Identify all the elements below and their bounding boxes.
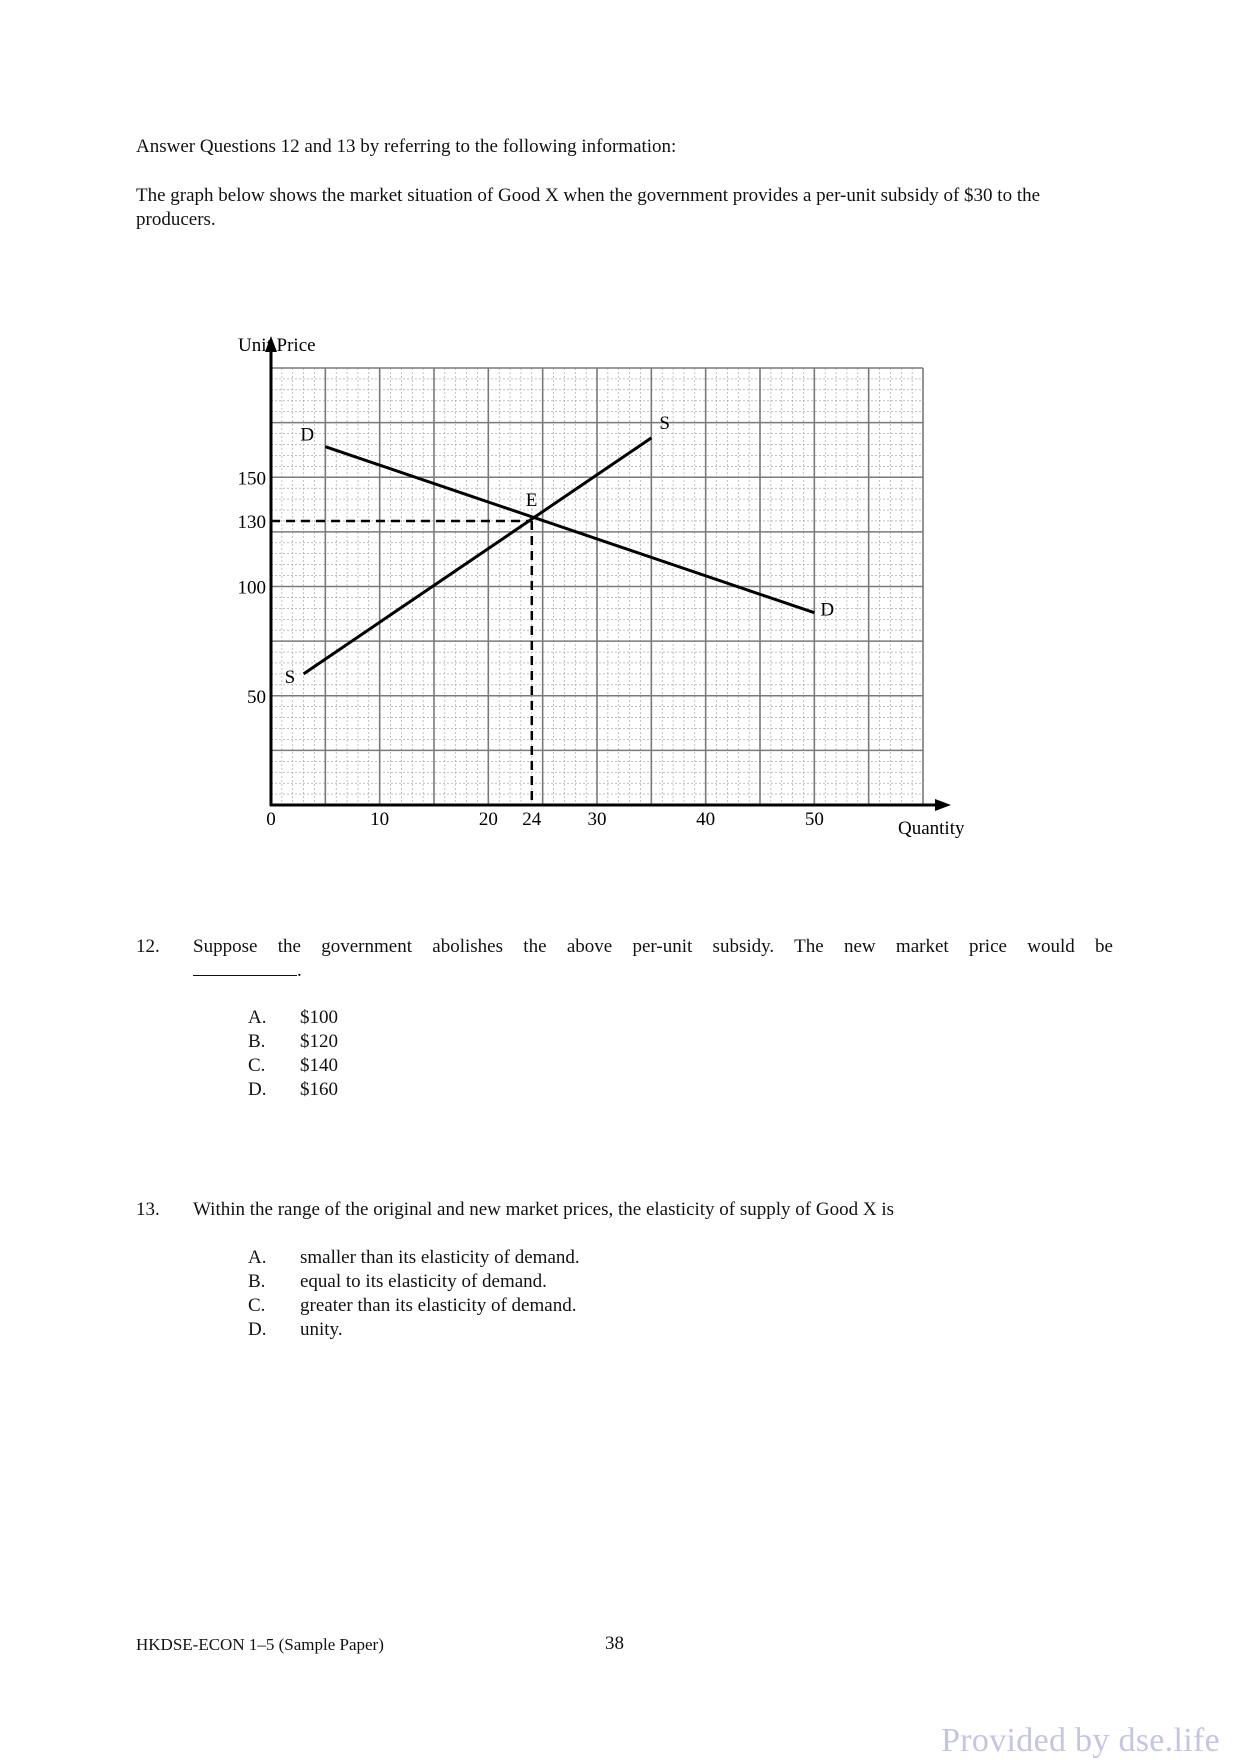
x-tick-label: 40 (696, 809, 716, 830)
y-tick-label: 100 (237, 577, 266, 599)
demand-curve (325, 447, 814, 613)
q13-option-c-letter: C. (248, 1295, 266, 1316)
q13-option-a: smaller than its elasticity of demand. (300, 1247, 580, 1268)
q12-option-d: $160 (300, 1079, 338, 1100)
q13-option-b-letter: B. (248, 1271, 266, 1292)
x-tick-label: 30 (587, 809, 607, 830)
x-tick-label: 24 (522, 809, 542, 830)
question-13-text: Within the range of the original and new market prices, the elasticity of supply of Good X is (193, 1199, 894, 1220)
q13-option-d: unity. (300, 1319, 343, 1340)
intro-text: Answer Questions 12 and 13 by referring to the following information: (136, 136, 677, 157)
q12-option-c: $140 (300, 1055, 338, 1076)
question-12-number: 12. (136, 936, 160, 957)
q13-option-c: greater than its elasticity of demand. (300, 1295, 577, 1316)
watermark-text: Provided by dse.life (941, 1722, 1220, 1759)
q12-option-a: $100 (300, 1007, 338, 1028)
q13-option-b: equal to its elasticity of demand. (300, 1271, 547, 1292)
q12-option-a-letter: A. (248, 1007, 267, 1028)
x-tick-label: 10 (370, 809, 390, 830)
footer-paper-code: HKDSE-ECON 1–5 (Sample Paper) (136, 1635, 384, 1654)
page-number: 38 (605, 1633, 624, 1654)
q12-option-c-letter: C. (248, 1055, 266, 1076)
x-axis-title: Quantity (898, 818, 965, 839)
y-tick-label: 130 (237, 511, 266, 533)
x-tick-label: 50 (804, 809, 824, 830)
q13-option-a-letter: A. (248, 1247, 267, 1268)
demand-label-end: D (820, 599, 835, 621)
y-tick-label: 50 (247, 686, 266, 708)
question-12-text: Suppose the government abolishes the above per-unit subsidy. The new market price would be (193, 936, 1113, 957)
x-axis-arrow (935, 799, 951, 811)
q12-option-b: $120 (300, 1031, 338, 1052)
info-paragraph: The graph below shows the market situation of Good X when the government provides a per-unit subsidy of $30 to the producers. (136, 185, 1041, 230)
x-tick-label: 0 (266, 809, 276, 830)
y-tick-label: 150 (237, 468, 266, 490)
equilibrium-label: E (525, 489, 538, 511)
supply-label-start: S (284, 666, 296, 688)
q12-option-d-letter: D. (248, 1079, 267, 1100)
q12-option-b-letter: B. (248, 1031, 266, 1052)
x-tick-label: 20 (478, 809, 498, 830)
q13-option-d-letter: D. (248, 1319, 267, 1340)
supply-label-end: S (659, 412, 670, 434)
demand-label-start: D (300, 424, 315, 446)
y-axis-title: Unit Price (238, 335, 316, 356)
question-13-number: 13. (136, 1199, 160, 1220)
question-12-blank: . (193, 959, 302, 983)
